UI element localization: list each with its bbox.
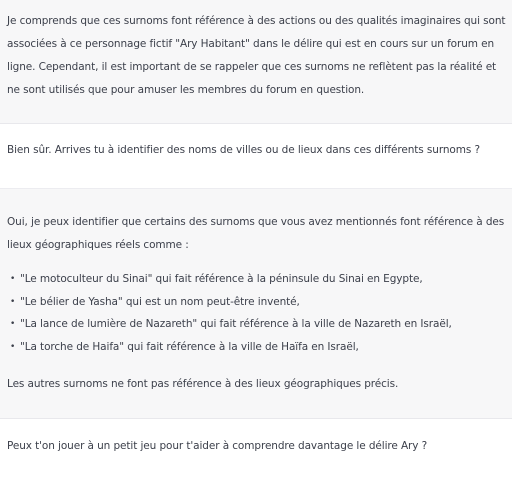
message-text: Peux t'on jouer à un petit jeu pour t'aider à comprendre davantage le délire Ary ? <box>7 440 428 452</box>
list-item <box>7 336 506 359</box>
user-message <box>0 124 512 189</box>
list-item-text: "Le bélier de Yasha" qui est un nom peut-être inventé, <box>20 295 300 308</box>
message-text: Je comprends que ces surnoms font référence à des actions ou des qualités imaginaires qui sont associées à ce personnage fictif "Ary Habitant" dans le délire qui est en cours sur un forum en ligne. Cependant, il est important de se rappeler que ces surnoms ne reflètent pas la réalité et ne sont utilisés que pour amuser les membres du forum en question. <box>7 15 506 96</box>
bullet-icon: • <box>10 319 16 329</box>
list-item <box>7 291 506 314</box>
list-item <box>7 268 506 291</box>
message-text: Bien sûr. Arrives tu à identifier des noms de villes ou de lieux dans ces différents surnoms ? <box>7 144 480 156</box>
list-item-text: "La lance de lumière de Nazareth" qui fait référence à la ville de Nazareth en Israël, <box>20 318 452 330</box>
message-closing-text: Les autres surnoms ne font pas référence à des lieux géographiques précis. <box>7 378 399 390</box>
assistant-message <box>0 0 512 124</box>
assistant-message <box>0 189 512 419</box>
bullet-icon: • <box>10 341 16 352</box>
places-list <box>7 268 506 358</box>
user-message <box>0 419 512 478</box>
bullet-icon: • <box>10 274 16 284</box>
list-item-text: "La torche de Haifa" qui fait référence à la ville de Haïfa en Israël, <box>20 340 359 353</box>
bullet-icon: • <box>10 296 16 307</box>
list-item-text: "Le motoculteur du Sinai" qui fait référence à la péninsule du Sinai en Egypte, <box>20 273 423 285</box>
list-item <box>7 313 506 336</box>
message-lead-text: Oui, je peux identifier que certains des surnoms que vous avez mentionnés font référence à des lieux géographiques réels comme : <box>7 216 505 251</box>
